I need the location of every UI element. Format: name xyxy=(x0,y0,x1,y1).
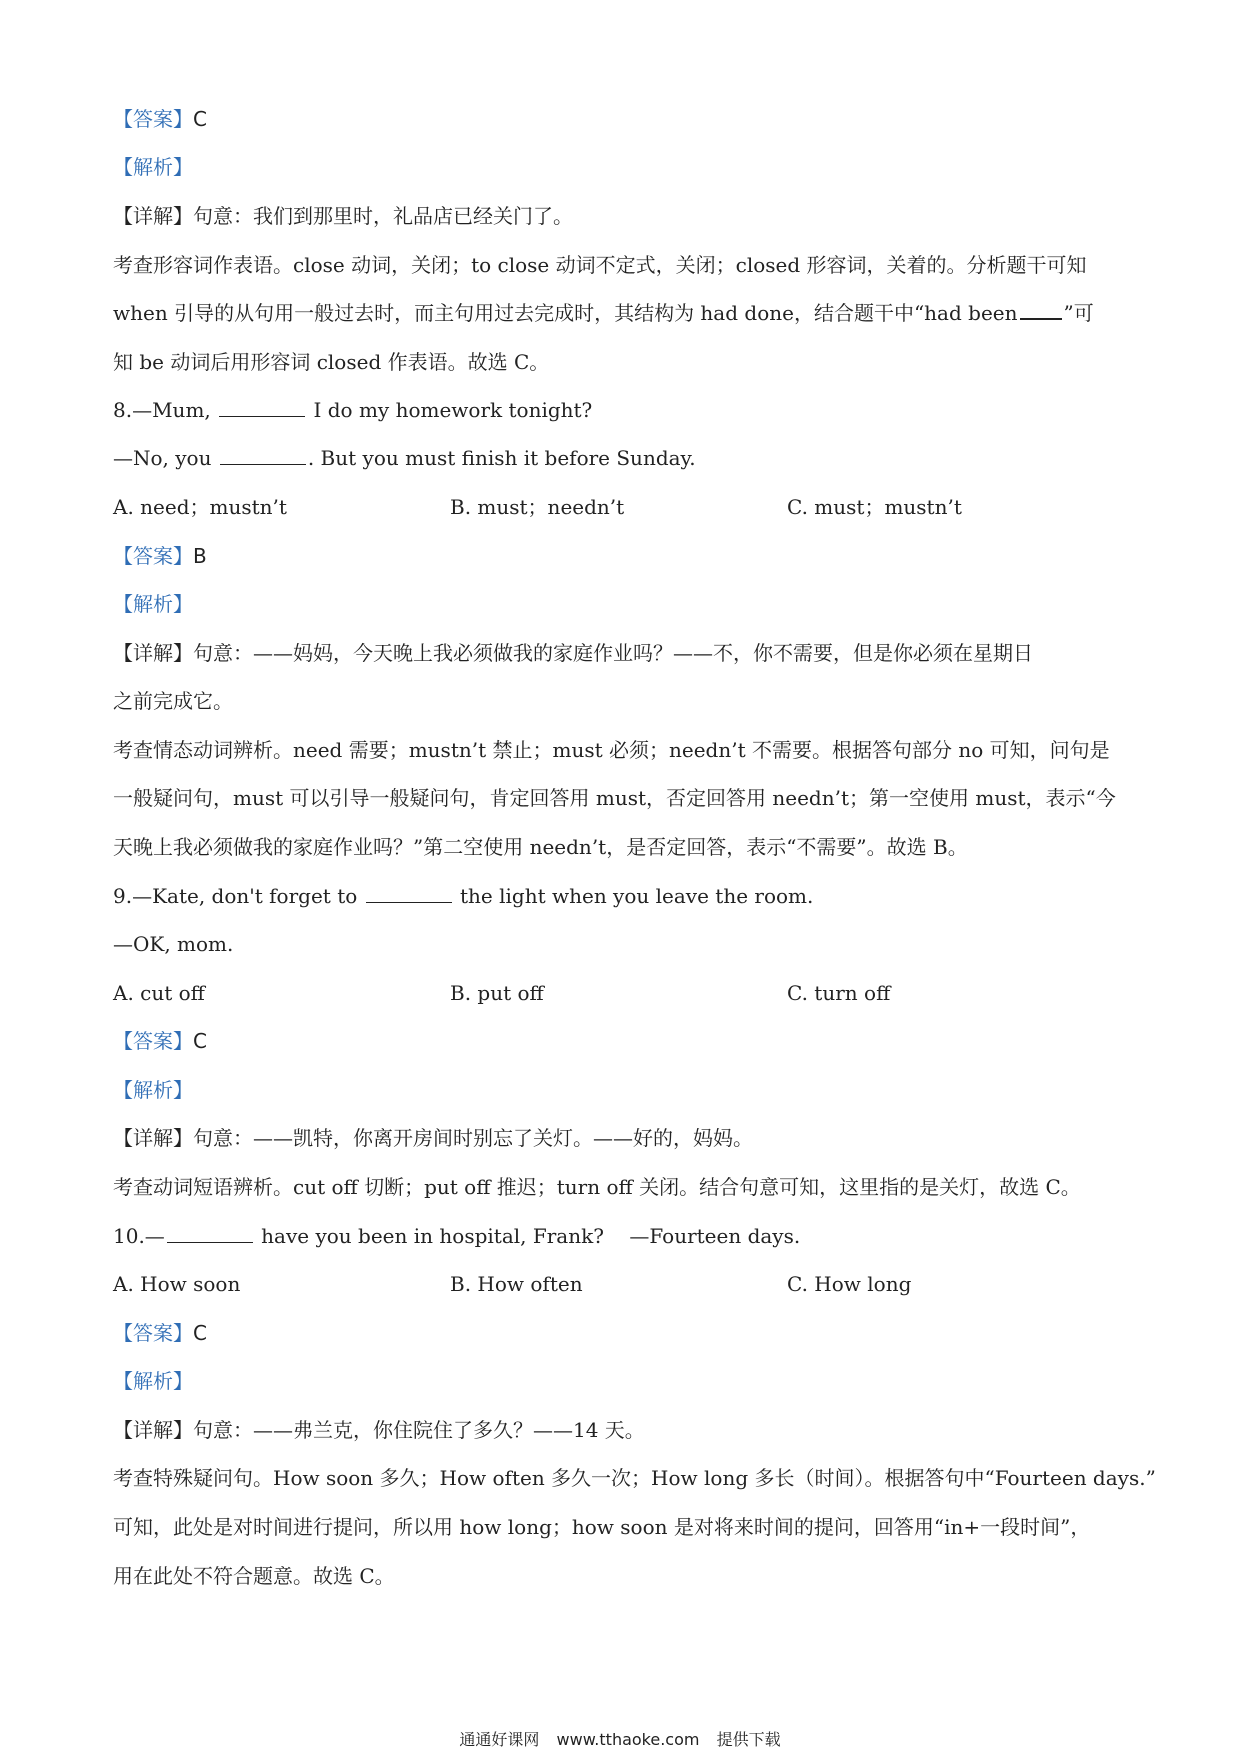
q9-stem-2 xyxy=(113,929,1133,959)
q10-option-b: B. How often xyxy=(450,1272,583,1296)
q8-stem-1 xyxy=(113,395,1133,425)
analysis-label: 【解析】 xyxy=(113,1078,193,1102)
q10-explanation-2 xyxy=(113,1512,1133,1542)
analysis-label: 【解析】 xyxy=(113,155,193,179)
q9-options xyxy=(113,978,1133,1008)
q10-blank xyxy=(167,1224,253,1243)
q9-blank xyxy=(366,884,452,903)
q9-option-a: A. cut off xyxy=(113,981,205,1005)
detail-label: 【详解】 xyxy=(113,1418,193,1442)
q9-detail-line xyxy=(113,1123,1133,1153)
q7-explanation-3 xyxy=(113,347,1133,377)
q7-exp-text-2a: when 引导的从句用一般过去时，而主句用过去完成时，其结构为 had done，结合题干中“had been xyxy=(113,301,1018,325)
q10-answer: C xyxy=(193,1321,207,1345)
q7-exp-text-3: 知 be 动词后用形容词 closed 作表语。故选 C。 xyxy=(113,350,550,374)
q8-exp-text-1: 考查情态动词辨析。need 需要；mustn’t 禁止；must 必须；needn’t 不需要。根据答句部分 no 可知，问句是 xyxy=(113,738,1110,762)
analysis-label: 【解析】 xyxy=(113,1369,193,1393)
q8-option-c: C. must；mustn’t xyxy=(787,495,962,519)
q8-answer: B xyxy=(193,544,207,568)
q8-stem-2a: —No, you xyxy=(113,446,212,470)
q8-blank-2 xyxy=(220,446,306,465)
q8-detail-line-1 xyxy=(113,638,1133,668)
q7-exp-text-1: 考查形容词作表语。close 动词，关闭；to close 动词不定式，关闭；closed 形容词，关着的。分析题干可知 xyxy=(113,253,1087,277)
detail-label: 【详解】 xyxy=(113,641,193,665)
answer-label: 【答案】 xyxy=(113,1029,193,1053)
q8-stem-2 xyxy=(113,443,1133,473)
q8-exp-text-2: 一般疑问句，must 可以引导一般疑问句，肯定回答用 must，否定回答用 needn’t；第一空使用 must，表示“今 xyxy=(113,786,1116,810)
detail-label: 【详解】 xyxy=(113,204,193,228)
q8-exp-text-3: 天晚上我必须做我的家庭作业吗？”第二空使用 needn’t，是否定回答，表示“不需要”。故选 B。 xyxy=(113,835,968,859)
q8-stem-1b: I do my homework tonight? xyxy=(313,398,593,422)
q10-stem-b: have you been in hospital, Frank? —Fourteen days. xyxy=(261,1224,801,1248)
q9-stem-1 xyxy=(113,881,1133,911)
q10-options xyxy=(113,1269,1133,1299)
q8-blank-1 xyxy=(219,398,305,417)
q10-answer-line xyxy=(113,1318,1133,1348)
q8-stem-1a: 8.—Mum, xyxy=(113,398,211,422)
q8-option-a: A. need；mustn’t xyxy=(113,495,287,519)
q9-explanation xyxy=(113,1172,1133,1202)
answer-label: 【答案】 xyxy=(113,544,193,568)
q9-answer: C xyxy=(193,1029,207,1053)
q10-stem-a: 10.— xyxy=(113,1224,165,1248)
q10-explanation-1 xyxy=(113,1463,1156,1493)
q10-detail: 句意：——弗兰克，你住院住了多久？——14 天。 xyxy=(193,1418,645,1442)
q9-option-b: B. put off xyxy=(450,981,544,1005)
q9-option-c: C. turn off xyxy=(787,981,891,1005)
q8-options xyxy=(113,492,1133,522)
q9-answer-line xyxy=(113,1026,1133,1056)
q9-detail: 句意：——凯特，你离开房间时别忘了关灯。——好的，妈妈。 xyxy=(193,1126,753,1150)
q10-explanation-3 xyxy=(113,1561,1133,1591)
footer-note: 提供下载 xyxy=(716,1730,781,1749)
q9-stem-1b: the light when you leave the room. xyxy=(460,884,814,908)
q7-answer: C xyxy=(193,107,207,131)
q10-exp-text-1: 考查特殊疑问句。How soon 多久；How often 多久一次；How long 多长（时间）。根据答句中“Fourteen days.” xyxy=(113,1466,1156,1490)
q10-exp-text-3: 用在此处不符合题意。故选 C。 xyxy=(113,1564,395,1588)
q9-stem-1a: 9.—Kate, don't forget to xyxy=(113,884,358,908)
q7-blank xyxy=(1020,300,1062,320)
q8-explanation-1 xyxy=(113,735,1133,765)
q10-option-a: A. How soon xyxy=(113,1272,241,1296)
q8-explanation-2 xyxy=(113,783,1133,813)
analysis-label: 【解析】 xyxy=(113,592,193,616)
q8-answer-line xyxy=(113,541,1133,571)
q7-answer-line xyxy=(113,104,1133,134)
q7-exp-text-2b: ”可 xyxy=(1063,301,1094,325)
q7-detail-line xyxy=(113,201,1133,231)
q9-exp-text: 考查动词短语辨析。cut off 切断；put off 推迟；turn off 关闭。结合句意可知，这里指的是关灯，故选 C。 xyxy=(113,1175,1081,1199)
q8-detail-1: 句意：——妈妈，今天晚上我必须做我的家庭作业吗？——不，你不需要，但是你必须在星期日 xyxy=(193,641,1033,665)
q10-option-c: C. How long xyxy=(787,1272,912,1296)
footer-url[interactable]: www.tthaoke.com xyxy=(556,1730,700,1749)
q7-analysis-line xyxy=(113,152,1133,182)
q10-analysis-line xyxy=(113,1366,1133,1396)
q7-detail: 句意：我们到那里时，礼品店已经关门了。 xyxy=(193,204,573,228)
q9-stem-2-text: —OK, mom. xyxy=(113,932,234,956)
footer-site-name: 通通好课网 xyxy=(459,1730,540,1749)
q8-detail-line-2 xyxy=(113,686,1133,716)
q10-exp-text-2: 可知，此处是对时间进行提问，所以用 how long；how soon 是对将来时间的提问，回答用“in+一段时间”， xyxy=(113,1515,1091,1539)
detail-label: 【详解】 xyxy=(113,1126,193,1150)
answer-label: 【答案】 xyxy=(113,107,193,131)
page-footer xyxy=(0,1727,1240,1750)
q9-analysis-line xyxy=(113,1075,1133,1105)
q8-analysis-line xyxy=(113,589,1133,619)
answer-label: 【答案】 xyxy=(113,1321,193,1345)
q7-explanation-1 xyxy=(113,250,1133,280)
q10-stem xyxy=(113,1221,1133,1251)
q8-explanation-3 xyxy=(113,832,1133,862)
q8-detail-2: 之前完成它。 xyxy=(113,689,233,713)
q10-detail-line xyxy=(113,1415,1133,1445)
q8-option-b: B. must；needn’t xyxy=(450,495,625,519)
q8-stem-2b: . But you must finish it before Sunday. xyxy=(307,446,696,470)
q7-explanation-2 xyxy=(113,298,1133,328)
